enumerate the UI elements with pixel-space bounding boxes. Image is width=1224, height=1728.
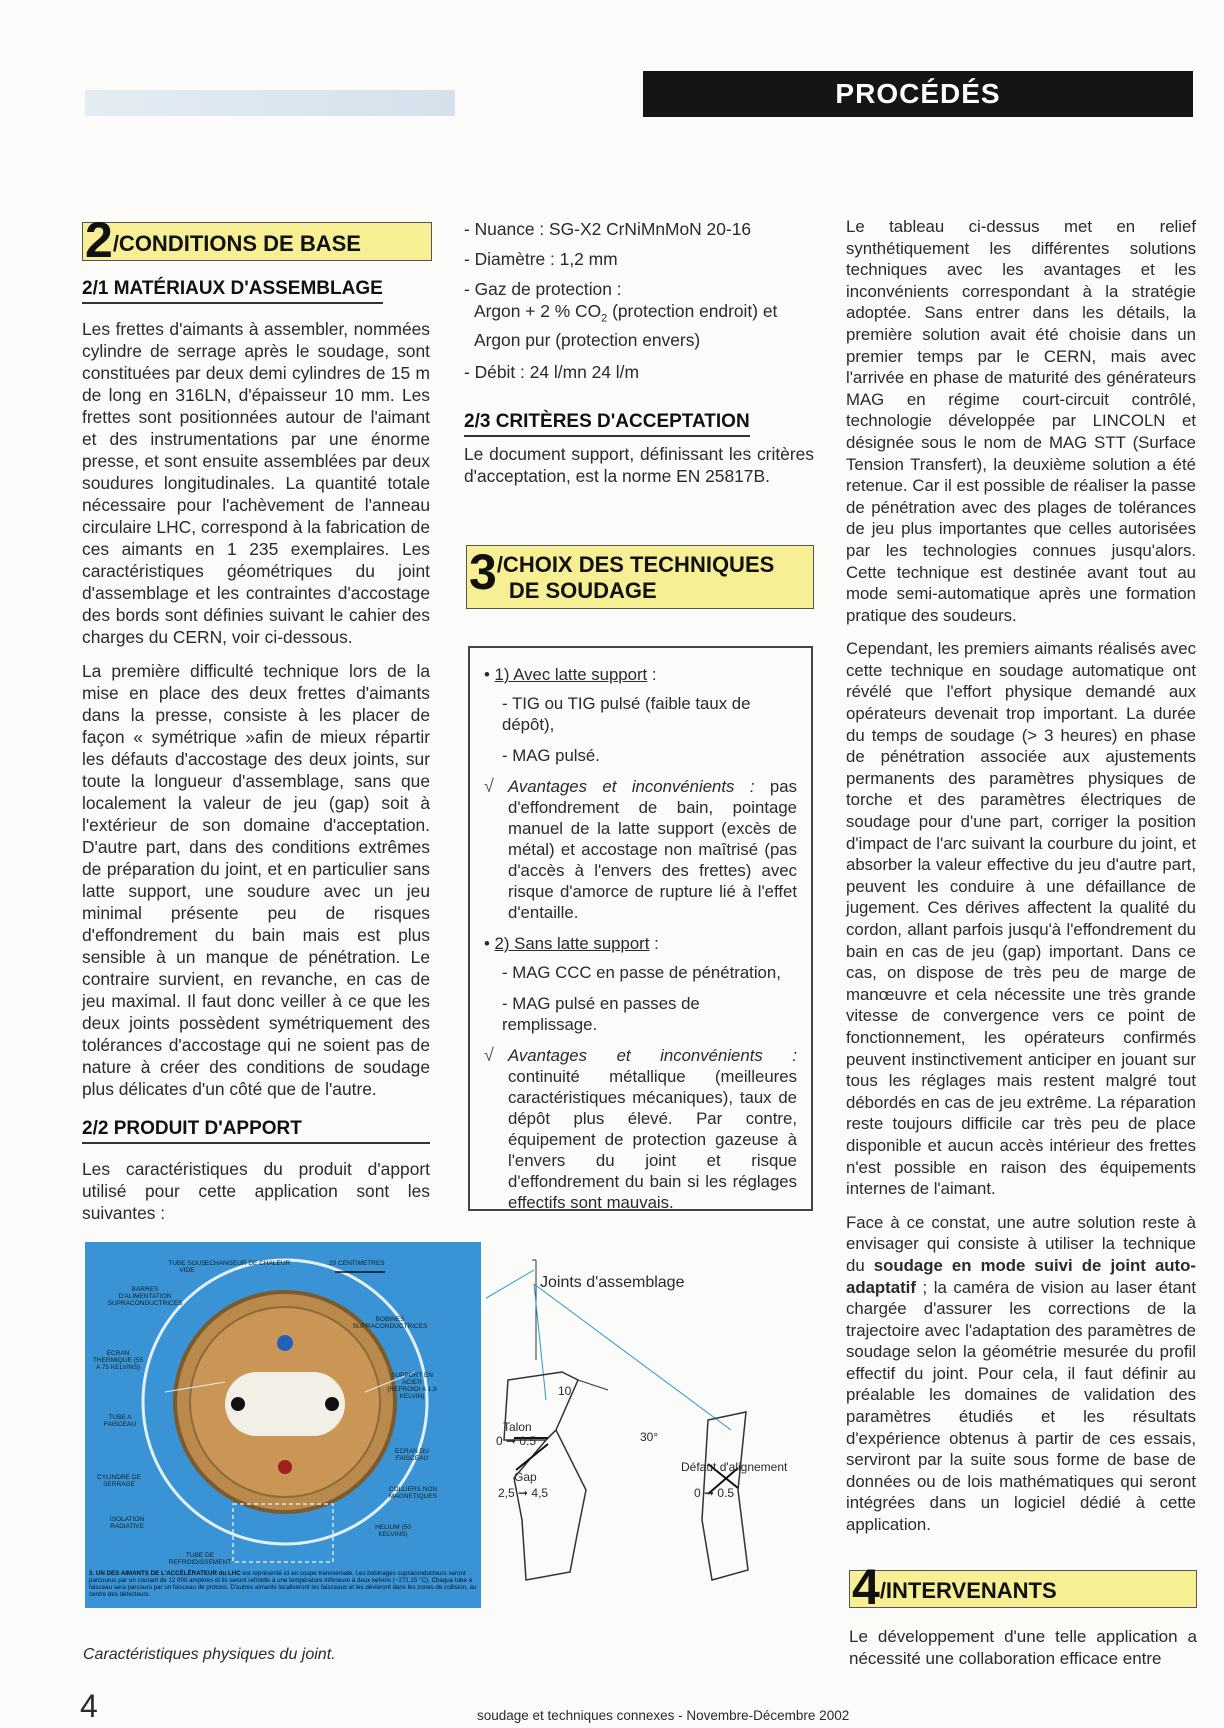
figure-label: BOBINES SUPRACONDUCTRICES: [352, 1316, 428, 1330]
figure-label: ISOLATION RADIATIVE: [109, 1516, 145, 1530]
gap-label: Gap: [514, 1470, 537, 1484]
figure-label: HELIUM (50 KELVINS): [375, 1524, 411, 1538]
defaut-label: Défaut d'alignement: [681, 1460, 788, 1474]
paragraph: Les caractéristiques du produit d'apport utilisé pour cette application sont les suivantes :: [82, 1159, 430, 1223]
section-title: /CONDITIONS DE BASE: [112, 231, 361, 256]
subsection-title: 2/1 MATÉRIAUX D'ASSEMBLAGE: [82, 278, 383, 304]
paragraph: Face à ce constat, une autre solution reste à envisager qui consiste à utiliser la technique du soudage en mode suivi de joint auto-adaptatif ; la caméra de vision au laser étant chargée d'assurer les corrections de la trajectoire avec l'adaptation des paramètres de soudage selon la géométrie mesurée du profil effectif du joint. Pour cela, il faut définir au préalable les domaines de validation des paramètres étudiés et les résultats d'expérience obtenus à partir de ces essais, serviront par la suite sous forme de base de données ou de lois mathématiques qui seront intégrées dans un logiciel dédié à cette application.: [846, 1212, 1196, 1535]
column-middle: [464, 218, 814, 499]
figure-label: TUBE A FAISCEAU: [103, 1414, 137, 1428]
check-icon: √: [484, 1045, 494, 1065]
figure-label: ECRAN THERMIQUE (55 A 75 KELVINS): [92, 1350, 144, 1371]
section-number: 3: [469, 544, 497, 600]
defaut-range: 0 ➞ 0.5: [694, 1486, 735, 1500]
joints-label: Joints d'assemblage: [540, 1274, 685, 1291]
list-item: √ Avantages et inconvénients : continuité métallique (meilleures caractéristiques mécaniques), taux de dépôt plus élevé. Par contre, équipement de protection gazeuse à l'envers du joint et risque d'effondrement du bain si les réglages effectifs sont mauvais.: [484, 1045, 797, 1212]
section-number: 4: [852, 1559, 880, 1615]
figure-label: TUBE SOUS VIDE: [168, 1260, 206, 1274]
section-4-text: [849, 1626, 1197, 1682]
subsection-title: 2/3 CRITÈRES D'ACCEPTATION: [464, 411, 750, 437]
paragraph: Les frettes d'aimants à assembler, nommées cylindre de serrage après le soudage, sont constituées par deux demi cylindres de 15 m de long en 316LN, d'épaisseur 10 mm. Les frettes sont positionnées autour de l'aimant et des instrumentations par une énorme presse, et sont ensuite assemblées par deux soudures longitudinales. La quantité totale nécessaire pour l'achèvement de l'anneau circulaire LHC, correspond à la fabrication de ces aimants en 1 235 exemplaires. Les caractéristiques géométriques du joint d'assemblage et les contraintes d'accostage des bords sont définies suivant le cahier des charges du CERN, voir ci-dessous.: [82, 319, 430, 647]
subsection-title: 2/2 PRODUIT D'APPORT: [82, 1118, 430, 1144]
header-ghost-bar: [85, 90, 455, 116]
techniques-box: [468, 646, 813, 1211]
spec-debit: - Débit : 24 l/mn 24 l/m: [464, 362, 639, 383]
figure-bottom-caption: Caractéristiques physiques du joint.: [83, 1646, 336, 1663]
column-right: [846, 216, 1196, 1548]
paragraph: Le document support, définissant les critères d'acceptation, est la norme EN 25817B.: [464, 444, 814, 487]
joint-diagram: [486, 1240, 816, 1610]
figure-label: ECRAN DU FAISCEAU: [395, 1448, 429, 1462]
section-2-heading: [82, 212, 432, 268]
section-label: PROCÉDÉS: [835, 78, 1001, 109]
spec-gaz-detail: Argon + 2 % $CO_2$ (protection endroit) et: [474, 301, 778, 325]
section-title: /INTERVENANTS: [879, 1578, 1057, 1603]
figure-label: 20 CENTIMETRES: [329, 1260, 385, 1267]
spec-gaz-detail: Argon pur (protection envers): [474, 330, 701, 351]
figure-label: TUBE DE REFROIDISSEMENT: [168, 1552, 232, 1566]
section-4-heading: [849, 1559, 1197, 1615]
page-number: 4: [80, 1688, 98, 1724]
section-title: /CHOIX DES TECHNIQUES: [496, 552, 775, 577]
paragraph: Le tableau ci-dessus met en relief synthétiquement les différentes solutions techniques avec les avantages et les inconvénients correspondant à la stratégie adoptée. Sans entrer dans les détails, la première solution avait été choisie dans un premier temps par le CERN, mais avec l'arrivée en phase de maturité des générateurs MAG en régime court-circuit contrôlé, technologie développée par LINCOLN et désignée sous le nom de MAG STT (Surface Tension Transfert), la deuxième solution a été retenue. Car il est possible de réaliser la passe de pénétration avec des plages de tolérances de jeu plus importantes que celles autorisées par les technologies connues jusqu'alors. Cette technique est destinée avant tout au mode semi-automatique après une formation pratique des soudeurs.: [846, 217, 1196, 625]
section-banner: [643, 71, 1193, 117]
column-left: [82, 212, 430, 1236]
section-3-heading: [466, 545, 814, 609]
list-item: • 1) Avec latte support :: [484, 665, 657, 684]
figure-label: BARRES D'ALIMENTATION SUPRACONDUCTRICES: [107, 1286, 183, 1307]
figure-label: CYLINDRE DE SERRAGE: [97, 1474, 141, 1488]
figure-label: SUPPORT EN ACIER (REFROIDI A 1,9 KELVIN): [387, 1372, 437, 1400]
figure-label: COLLIERS NON MAGNETIQUES: [388, 1486, 438, 1500]
section-title: DE SOUDAGE: [508, 578, 657, 603]
dimension-label: 10: [558, 1384, 572, 1398]
talon-label: Talon: [503, 1420, 532, 1434]
magnet-cross-section-figure: [85, 1242, 481, 1608]
spec-diametre: - Diamètre : 1,2 mm: [464, 249, 618, 269]
figure-caption: 3. UN DES AIMANTS DE L'ACCÉLÉRATEUR du LHC est représenté ici en coupe transversale. Les bobinages supraconducteurs seront parcourus par un courant de 12 000 ampères et ils seront refroidis à une température inférieure à deux kelvins (−271,15 °C). Chaque tube à faisceau sera parcouru par un faisceau de protons. D'autres aimants localiseront les faisceaux et les dévieront dans les zones de collision, au centre des détecteurs.: [89, 1570, 477, 1598]
check-icon: √: [484, 776, 494, 796]
talon-range: 0 ➞ 0.5: [496, 1434, 537, 1448]
list-item: - MAG CCC en passe de pénétration,: [502, 963, 781, 982]
list-item: • 2) Sans latte support :: [484, 934, 659, 953]
list-item: - TIG ou TIG pulsé (faible taux de dépôt),: [502, 694, 751, 734]
list-item: - MAG pulsé en passes de remplissage.: [502, 994, 700, 1034]
publication-footer: soudage et techniques connexes - Novembre-Décembre 2002: [477, 1708, 850, 1723]
gap-range: 2,5 ➞ 4,5: [498, 1486, 549, 1500]
section-number: 2: [85, 212, 113, 268]
figure-label: ECHANGEUR DE CHALEUR: [205, 1260, 291, 1267]
spec-gaz: - Gaz de protection :: [464, 279, 622, 299]
angle-label: 30°: [640, 1430, 659, 1444]
paragraph: Cependant, les premiers aimants réalisés avec cette technique en soudage automatique ont révélé que l'effort physique demandé aux opérateurs devenait trop important. La durée du temps de soudage (> 3 heures) en phase de pénétration associée aux ajustements permanents des paramètres physiques de torche et des paramètres électriques de soudage pour d'une part, corriger la position d'impact de l'arc suivant la courbure du joint, et absorber la valeur effective du jeu d'autre part, peuvent les conduire à une défaillance de jugement. Ces dérives affectent la qualité du cordon, allant parfois jusqu'à l'effondrement du bain en cas de jeu (gap) important. Dans ce cas, on dispose de très peu de marge de manœuvre et cela nécessite une très grande vitesse de convergence vers ce point de fonctionnement, les opérateurs confirmés peuvent instinctivement anticiper en jouant sur tous les réglages mais restent malgré tout débordés en cas de jeu extrême. La réparation reste toujours difficile car très peu de place disponible et aucun accès intérieur des frettes n'est possible en raison des équipements internes de l'aimant.: [846, 639, 1196, 1199]
spec-nuance: - Nuance : SG-X2 CrNiMnMoN 20-16: [464, 219, 752, 239]
list-item: √ Avantages et inconvénients : pas d'effondrement de bain, pointage manuel de la latte support (excès de métal) et accostage non maîtrisé (pas d'accès à l'envers des frettes) avec risque d'amorce de rupture lié à l'effet d'entaille.: [484, 776, 797, 922]
paragraph: Le développement d'une telle application a nécessité une collaboration efficace entre: [849, 1627, 1197, 1668]
paragraph: La première difficulté technique lors de la mise en place des deux frettes d'aimants dans la presse, consiste à les placer de façon « symétrique »afin de mieux répartir les défauts d'accostage des deux joints, sur toute la longueur d'assemblage, sans que localement la valeur de jeu (gap) soit à l'extérieur de son domaine d'acceptation. D'autre part, dans des conditions extrêmes de préparation du joint, et en particulier sans latte support, une soudure avec un jeu minimal présente peu de risques d'effondrement du bain mais est plus sensible à un manque de pénétration. Le contraire survient, en revanche, en cas de jeu maximal. Il faut donc veiller à ce que les deux joints possèdent symétriquement des tolérances d'accostage qui ne soient pas de nature à créer des conditions de soudage plus délicates d'un côté que de l'autre.: [82, 661, 430, 1099]
list-item: - MAG pulsé.: [502, 746, 600, 765]
